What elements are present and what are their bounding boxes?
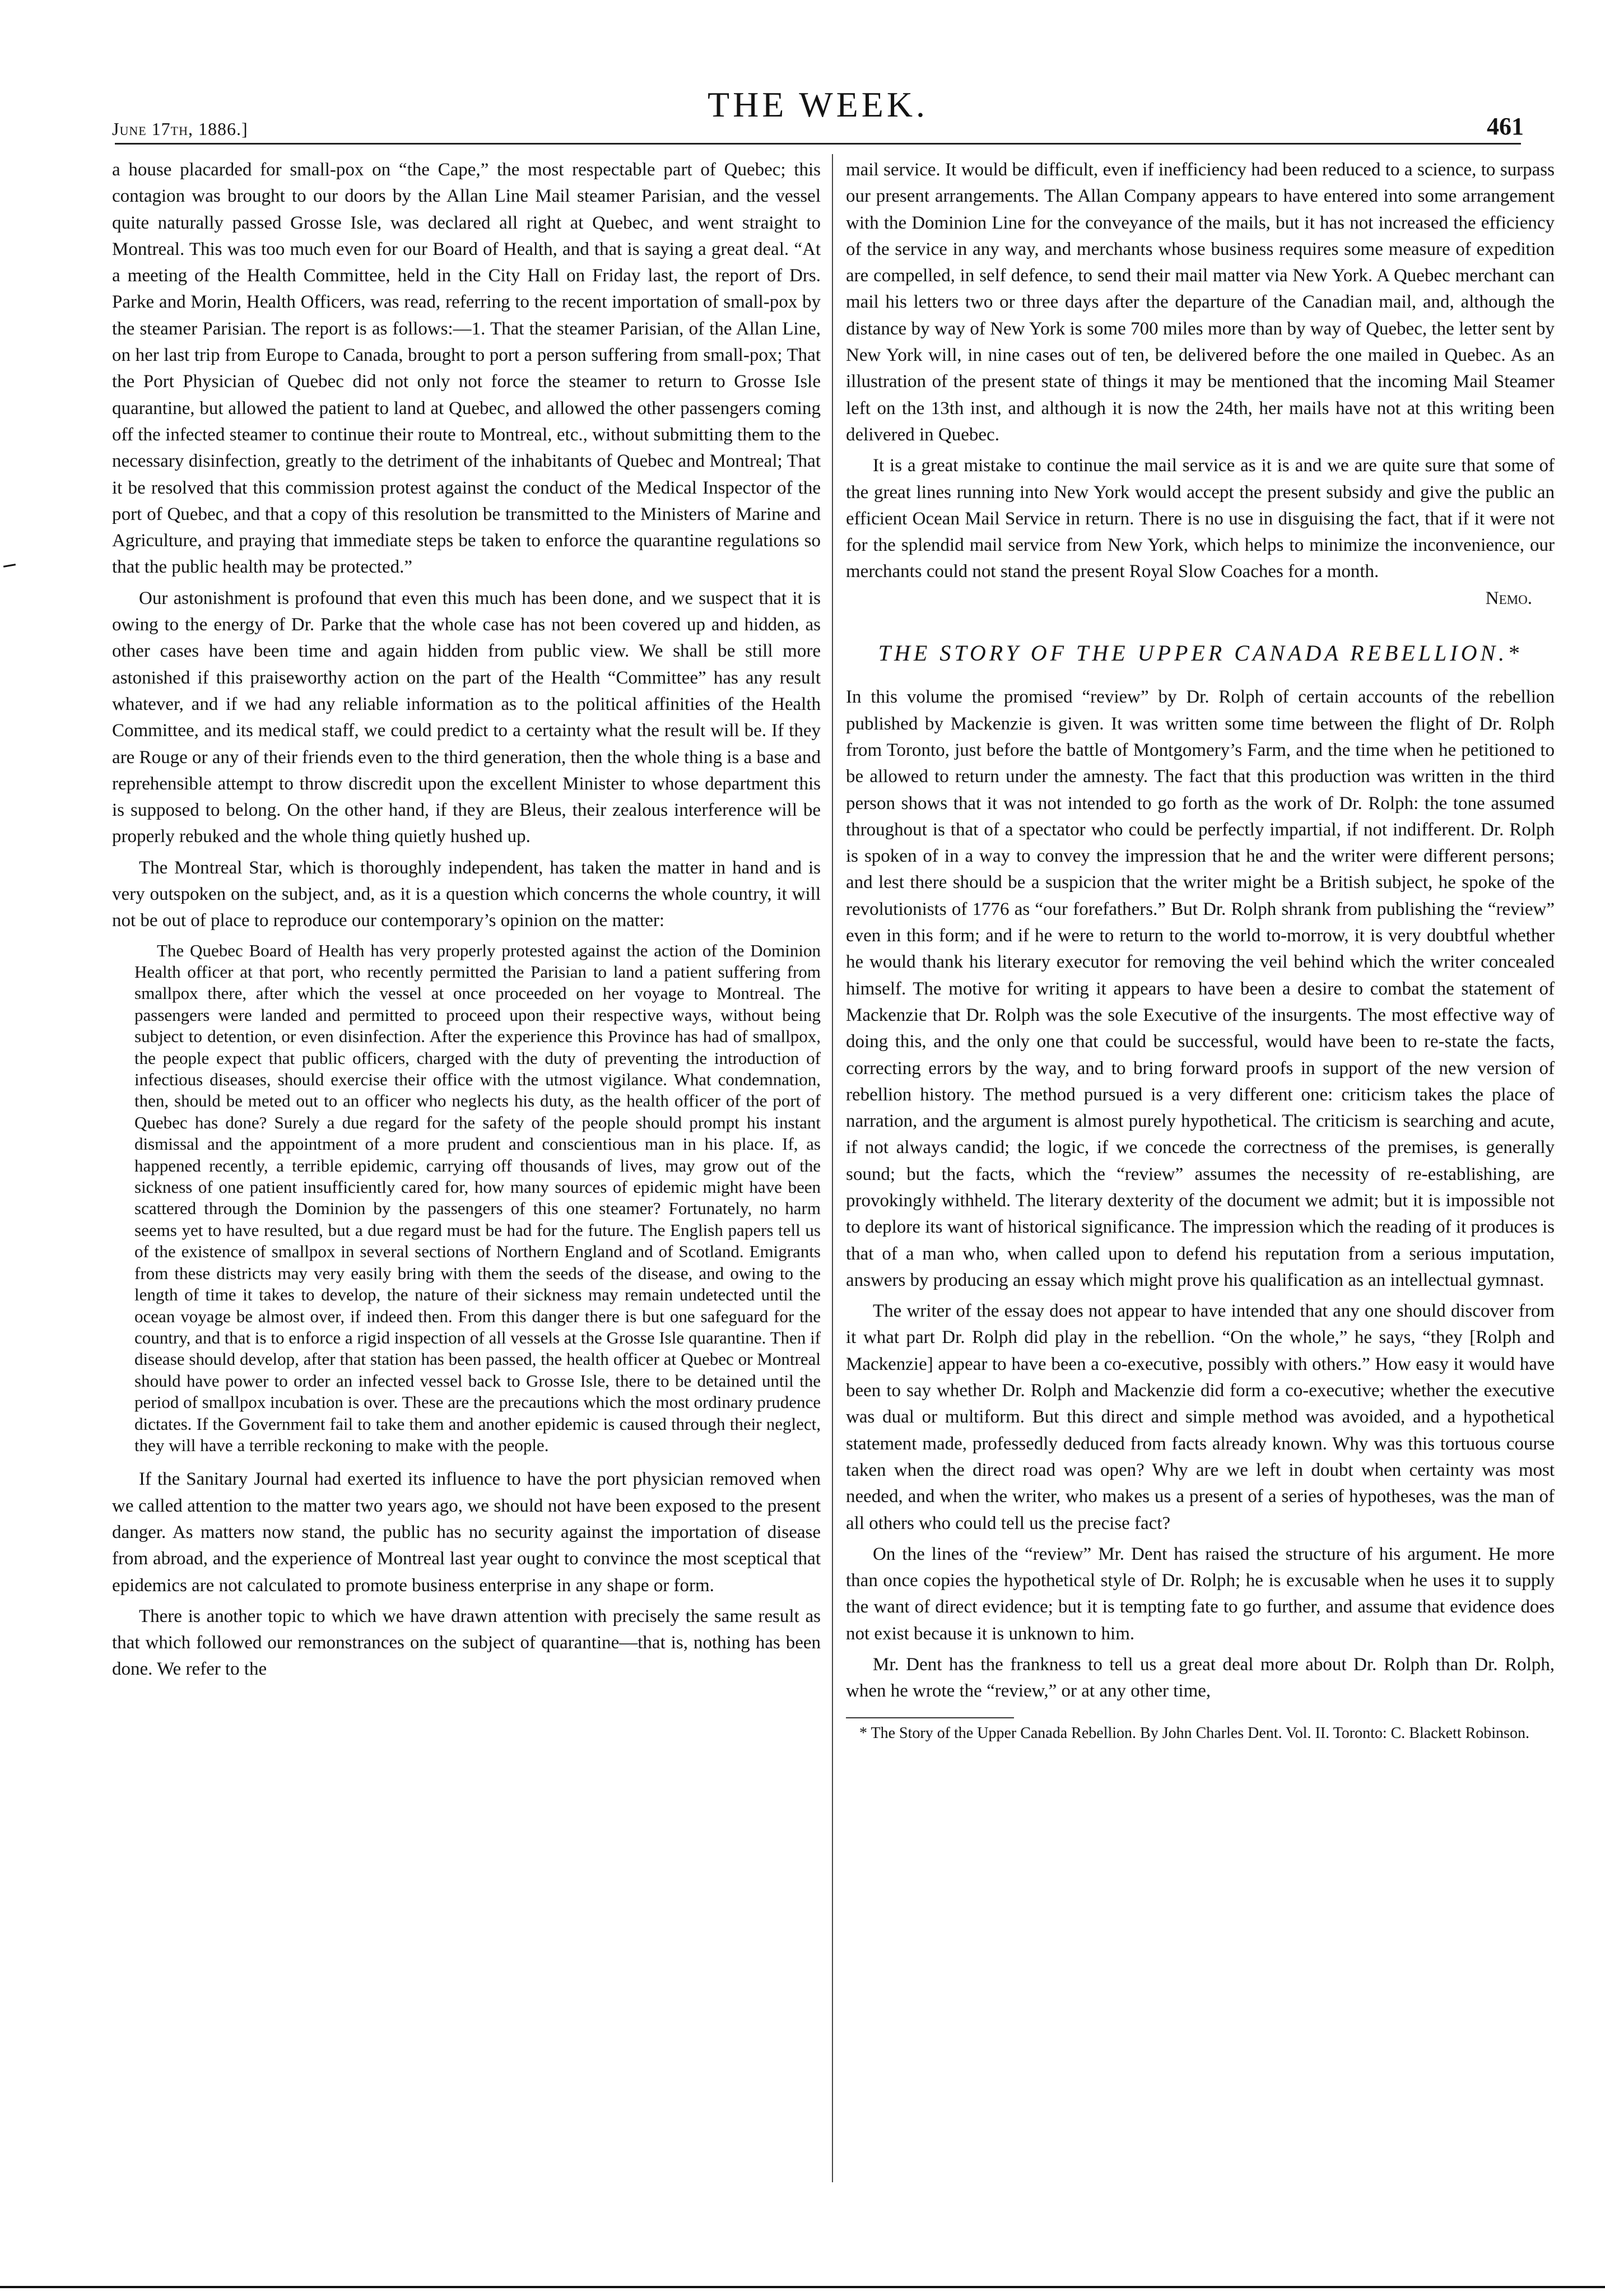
article-title: THE STORY OF THE UPPER CANADA REBELLION.* <box>878 640 1523 666</box>
paragraph: On the lines of the “review” Mr. Dent has raised the structure of his argument. He more than once copies the hypothetical style of Dr. Rolph; he is excusable when he uses it to supply the want of direct evidence; but it is tempting fate to go further, and assume that evidence does not exist because it is unknown to him. <box>846 1544 1555 1644</box>
page-number: 461 <box>1487 113 1524 140</box>
paragraph: The Montreal Star, which is thoroughly independent, has taken the matter in hand and is very outspoken on the subject, and, as it is a question which concerns the whole country, it will not be out of place to reproduce our contemporary’s opinion on the matter: <box>112 857 821 931</box>
issue-date: June 17th, 1886.] <box>112 119 248 139</box>
bottom-edge-rule <box>0 2286 1605 2288</box>
author-signature: Nemo. <box>1485 588 1532 608</box>
block-quote: The Quebec Board of Health has very properly protested against the action of the Dominion Health officer at that port, who recently permitted the Parisian to land a patient suffering from smallpox there, after which the vessel at once proceeded on her voyage to Montreal. The passengers were landed and permitted to proceed upon their respective ways, without being subject to detention, or even disinfection. After the experience this Province has had of smallpox, the people expect that public officers, charged with the duty of preventing the introduction of infectious diseases, should exercise their office with the utmost vigilance. What condemnation, then, should be meted out to an officer who neglects his duty, as the health officer of the port of Quebec has done? Surely a due regard for the safety of the people should prompt his instant dismissal and the appointment of a more prudent and conscientious man in his place. If, as happened recently, a terrible epidemic, carrying off thousands of lives, may grow out of the sickness of one patient insufficiently cared for, how many sources of epidemic might have been scattered through the Dominion by the passengers of this one steamer? Fortunately, no harm seems yet to have resulted, but a due regard must be had for the future. The English papers tell us of the existence of smallpox in several sections of Northern England and of Scotland. Emigrants from these districts may very easily bring with them the seeds of the disease, and owing to the length of time it takes to develop, the nature of their sickness may remain undetected until the ocean voyage be almost over, if indeed then. From this danger there is but one safeguard for the country, and that is to enforce a rigid inspection of all vessels at the Grosse Isle quarantine. Then if disease should develop, after that station has been passed, the health officer at Quebec or Montreal should have power to order an infected vessel back to Grosse Isle, there to be detained until the period of smallpox incubation is over. These are the precautions which the most ordinary prudence dictates. If the Government fail to take them and another epidemic is caused through their neglect, they will have a terrible reckoning to make with the people. <box>134 940 821 1455</box>
masthead-title: THE WEEK. <box>707 85 929 124</box>
paragraph: If the Sanitary Journal had exerted its influence to have the port physician removed when we called attention to the matter two years ago, we should not have been exposed to the present danger. As matters now stand, the public has no security against the importation of disease from abroad, and the experience of Montreal last year ought to convince the most sceptical that epidemics are not calculated to promote business enterprise in any shape or form. <box>112 1469 821 1596</box>
footnote: * The Story of the Upper Canada Rebellion. By John Charles Dent. Vol. II. Toronto: C. Blackett Robinson. <box>859 1724 1529 1742</box>
paragraph: In this volume the promised “review” by Dr. Rolph of certain accounts of the rebellion published by Mackenzie is given. It was written some time between the flight of Dr. Rolph from Toronto, just before the battle of Montgomery’s Farm, and the time when he petitioned to be allowed to return under the amnesty. The fact that this production was written in the third person shows that it was not intended to go forth as the work of Dr. Rolph: the tone assumed throughout is that of a spectator who could be perfectly impartial, if not indifferent. Dr. Rolph is spoken of in a way to convey the impression that he and the writer were different persons; and lest there should be a suspicion that the writer might be a British subject, he spoke of the revolutionists of 1776 as “our forefathers.” But Dr. Rolph shrank from publishing the “review” even in this form; and if he were to return to the world to-morrow, it is very doubtful whether he would thank his literary executor for removing the veil behind which the writer concealed himself. The motive for writing it appears to have been a desire to combat the statement of Mackenzie that Dr. Rolph was the sole Executive of the insurgents. The most effective way of doing this, and the only one that could be successful, would have been to re-state the facts, correcting errors by the way, and to bring forward proofs in support of the new version of rebellion history. The method pursued is a very different one: criticism takes the place of narration, and the argument is almost purely hypothetical. The criticism is searching and acute, if not always candid; the logic, if we concede the correctness of the premises, is generally sound; but the facts, which the “review” assumes the necessity of re-establishing, are provokingly withheld. The literary dexterity of the document we admit; but it is impossible not to deplore its want of historical significance. The impression which the reading of it produces is that of a man who, when called upon to defend his reputation from a serious imputation, answers by producing an essay which might prove his qualification as an intellectual gymnast. <box>846 687 1555 1290</box>
page-header <box>112 78 1524 140</box>
paragraph: Mr. Dent has the frankness to tell us a great deal more about Dr. Rolph than Dr. Rolph, when he wrote the “review,” or at any other time, <box>846 1654 1555 1702</box>
left-column <box>112 157 821 1688</box>
column-divider <box>832 154 833 2182</box>
paragraph: There is another topic to which we have drawn attention with precisely the same result as that which followed our remonstrances on the subject of quarantine—that is, nothing has been done. We refer to the <box>112 1606 821 1680</box>
paragraph: mail service. It would be difficult, even if inefficiency had been reduced to a science, to surpass our present arrangements. The Allan Company appears to have entered into some arrangement with the Dominion Line for the conveyance of the mails, but it has not increased the efficiency of the service in any way, and merchants whose business requires some measure of expedition are compelled, in self defence, to send their mail matter via New York. A Quebec merchant can mail his letters two or three days after the departure of the Canadian mail, and, although the distance by way of New York is some 700 miles more than by way of Quebec, the letter sent by New York will, in nine cases out of ten, be delivered before the one mailed in Quebec. As an illustration of the present state of things it may be mentioned that the incoming Mail Steamer left on the 13th inst, and although it is now the 24th, her mails have not at this writing been delivered in Quebec. <box>846 160 1555 445</box>
header-rule <box>115 143 1521 145</box>
margin-mark <box>3 564 16 568</box>
paragraph: a house placarded for small-pox on “the Cape,” the most respectable part of Quebec; this contagion was brought to our doors by the Allan Line Mail steamer Parisian, and the vessel quite naturally passed Grosse Isle, was declared all right at Quebec, and went straight to Montreal. This was too much even for our Board of Health, and that is saying a great deal. “At a meeting of the Health Committee, held in the City Hall on Friday last, the report of Drs. Parke and Morin, Health Officers, was read, referring to the recent importation of small-pox by the steamer Parisian. The report is as follows:—1. That the steamer Parisian, of the Allan Line, on her last trip from Europe to Canada, brought to port a person suffering from small-pox; That the Port Physician of Quebec did not only not force the steamer to return to Grosse Isle quarantine, but allowed the patient to land at Quebec, and allowed the other passengers coming off the infected steamer to continue their route to Montreal, etc., without submitting them to the necessary disinfection, greatly to the detriment of the inhabitants of Quebec and Montreal; That it be resolved that this commission protest against the conduct of the Medical Inspector of the port of Quebec, and that a copy of this resolution be transmitted to the Ministers of Marine and Agriculture, and praying that immediate steps be taken to enforce the quarantine regulations so that the public health may be protected.” <box>112 160 821 578</box>
paragraph: It is a great mistake to continue the mail service as it is and we are quite sure that some of the great lines running into New York would accept the present subsidy and give the public an efficient Ocean Mail Service in return. There is no use in disguising the fact, that if it were not for the splendid mail service from New York, which helps to minimize the inconvenience, our merchants could not stand the present Royal Slow Coaches for a month. <box>846 456 1555 582</box>
right-column <box>846 157 1555 1743</box>
paragraph: Our astonishment is profound that even this much has been done, and we suspect that it is owing to the energy of Dr. Parke that the whole case has not been covered up and hidden, as other cases have been time and again hidden from public view. We shall be still more astonished if this praiseworthy action on the part of the Health “Committee” has any result whatever, and if we had any reliable information as to the political affinities of the Health Committee, and its medical staff, we could predict to a certainty what the result will be. If they are Rouge or any of their friends even to the third generation, then the whole thing is a base and reprehensible attempt to throw discredit upon the excellent Minister to whose department this is supposed to belong. On the other hand, if they are Bleus, their zealous interference will be properly rebuked and the whole thing quietly hushed up. <box>112 588 821 847</box>
footnote-rule <box>846 1717 1014 1718</box>
paragraph: The writer of the essay does not appear to have intended that any one should discover from it what part Dr. Rolph did play in the rebellion. “On the whole,” he says, “they [Rolph and Mackenzie] appear to have been a co-executive, possibly with others.” How easy it would have been to say whether Dr. Rolph and Mackenzie did form a co-executive; whether the executive was dual or multiform. But this direct and simple method was avoided, and a hypothetical statement made, professedly deduced from facts already known. Why was this tortuous course taken when the direct road was open? Why are we left in doubt when certainty was most needed, and when the writer, who makes us a present of a series of hypotheses, was the man of all others who could tell us the precise fact? <box>846 1301 1555 1533</box>
